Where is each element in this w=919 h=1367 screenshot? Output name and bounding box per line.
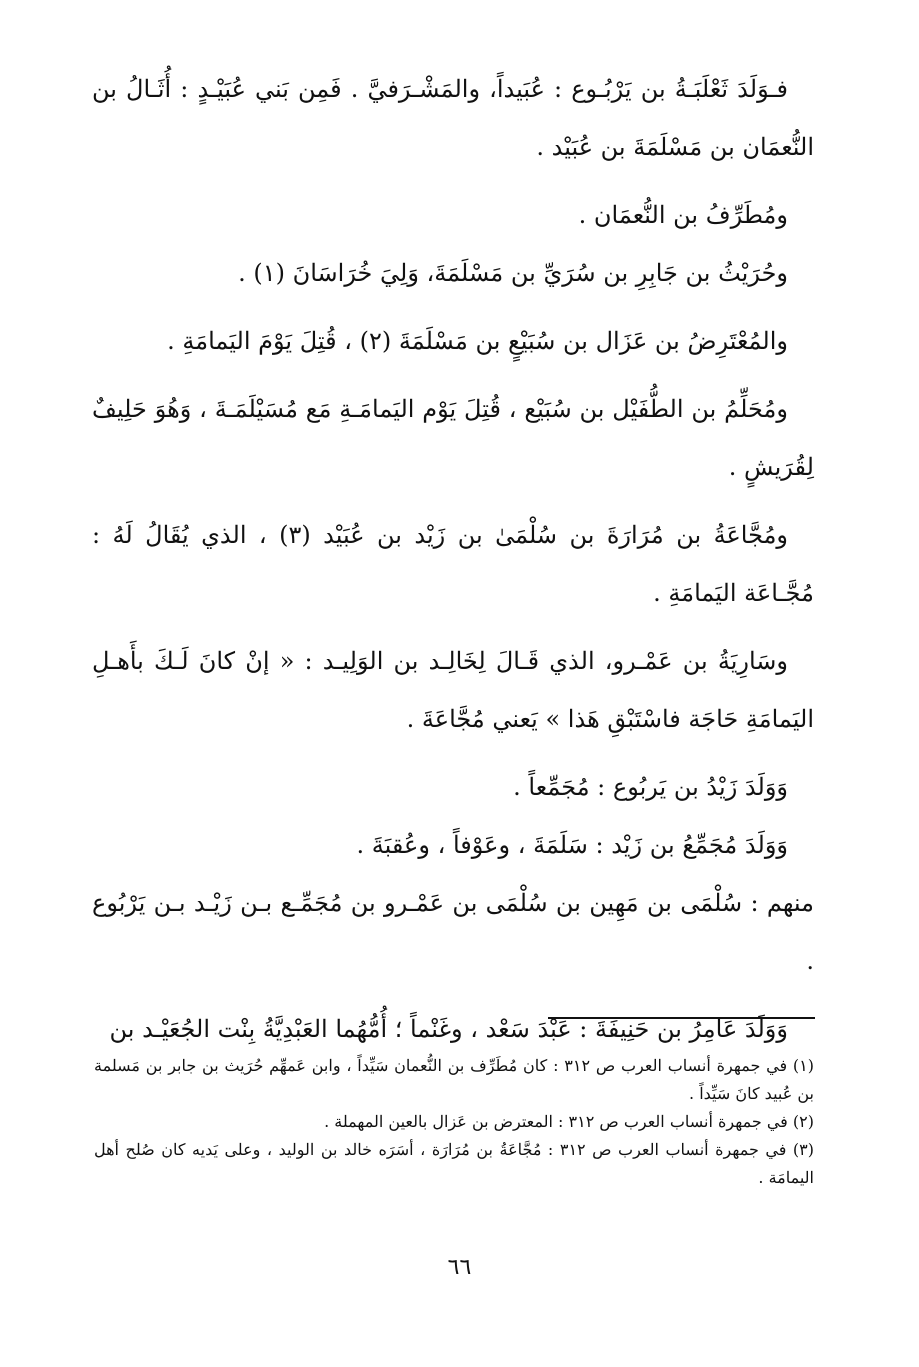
footnote-3: (٣) في جمهرة أنساب العرب ص ٣١٢ : مُجَّاعَةُ بن مُرَارَة ، أسَرَه خالد بن الوليد ، وعلى يَديه كان صُلح أهل اليمامَة . bbox=[94, 1140, 814, 1187]
page-number: ٦٦ bbox=[447, 1255, 472, 1280]
paragraph-mutarid: والمُعْتَرِضُ بن عَزَال بن سُبَيْعٍ بن مَسْلَمَةَ (٢) ، قُتِلَ يَوْمَ اليَمامَةِ . bbox=[167, 327, 788, 355]
paragraph-thalaba-sons: فـوَلَدَ ثَعْلَبَـةُ بن يَرْبُـوع : عُبَيداً، والمَشْـرَفيَّ . فَمِن بَني عُبَيْـدٍ : أُثَـالُ بن النُّعمَان بن مَسْلَمَةَ بن عُبَيْد . bbox=[92, 75, 814, 161]
footnotes bbox=[94, 1052, 814, 1192]
paragraph-sariya: وسَارِيَةُ بن عَمْـرو، الذي قَـالَ لِخَالِـد بن الوَلِيـد : « إنْ كانَ لَـكَ بأَهـلِ اليَمامَةِ حَاجَة فاسْتَبْقِ هَذا » يَعني مُجَّاعَةَ . bbox=[92, 647, 814, 733]
main-text bbox=[92, 60, 814, 1058]
footnote-1: (١) في جمهرة أنساب العرب ص ٣١٢ : كان مُطَرِّف بن النُّعمان سَيِّداً ، وابن عَمهِّم حُرَيث بن جابر بن مَسلمة بن عُبيد كانَ سَيِّداً . bbox=[94, 1056, 814, 1103]
paragraph-muhallim: ومُحَلِّمُ بن الطُّفَيْل بن سُبَيْع ، قُتِلَ يَوْم اليَمامَـةِ مَع مُسَيْلَمَـةَ ، وَهُوَ حَلِيفٌ لِقُرَيشٍ . bbox=[92, 395, 814, 481]
footnote-2: (٢) في جمهرة أنساب العرب ص ٣١٢ : المعترض بن عَزال بالعين المهملة . bbox=[324, 1112, 814, 1131]
paragraph-mujammi-sons: وَوَلَدَ مُجَمِّعُ بن زَيْد : سَلَمَةَ ، وعَوْفاً ، وعُقبَةَ . bbox=[356, 831, 788, 859]
paragraph-mujjaa: ومُجَّاعَةُ بن مُرَارَةَ بن سُلْمَىٰ بن زَيْد بن عُبَيْد (٣) ، الذي يُقَالُ لَهُ : مُجَّـاعَة اليَمامَةِ . bbox=[92, 521, 814, 607]
paragraph-sulma: منهم : سُلْمَى بن مَهِين بن سُلْمَى بن عَمْـرو بن مُجَمِّـع بـن زَيْـد بـن يَرْبُوع . bbox=[92, 889, 814, 975]
footnote-separator bbox=[548, 1017, 815, 1019]
paragraph-hurayth: وحُرَيْثُ بن جَابِرِ بن سُرَيِّ بن مَسْلَمَةَ، وَلِيَ خُرَاسَانَ (١) . bbox=[238, 259, 788, 287]
paragraph-mutarrif: ومُطَرِّفُ بن النُّعمَان . bbox=[578, 201, 788, 229]
paragraph-zayd-sons: وَوَلَدَ زَيْدُ بن يَربُوع : مُجَمِّعاً . bbox=[513, 773, 788, 801]
paragraph-amir-sons: وَوَلَدَ عَامِرُ بن حَنِيفَةَ : عَبْدَ سَعْد ، وغَنْماً ؛ أُمُّهُما العَبْدِيَّةُ بِنْت الجُعَيْـد بن bbox=[109, 1015, 788, 1043]
